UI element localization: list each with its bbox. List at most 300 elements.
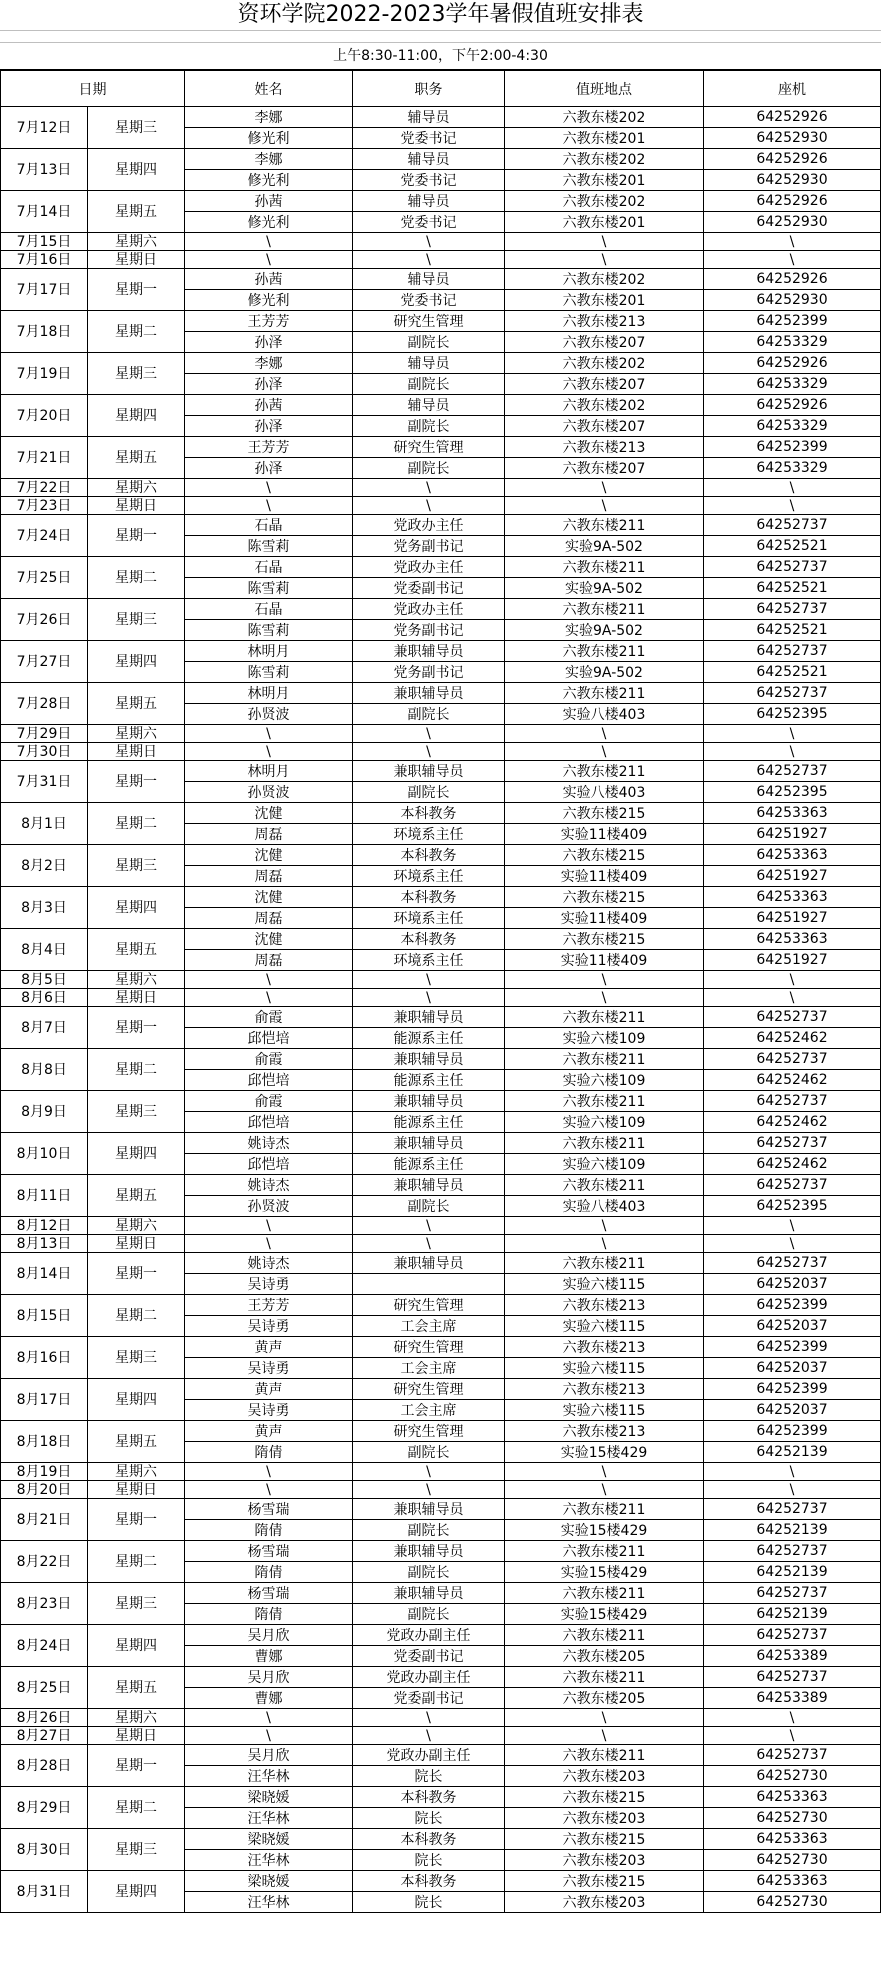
phone-cell: 64252037 [704,1400,881,1421]
date-cell: 7月24日 [1,515,88,557]
role-cell: \ [353,1709,505,1727]
weekday-cell: 星期一 [88,1007,185,1049]
role-cell: 党务副书记 [353,662,505,683]
name-cell: \ [185,1235,353,1253]
table-row [1,761,881,782]
phone-cell: \ [704,725,881,743]
name-cell: 陈雪莉 [185,620,353,641]
weekday-cell: 星期一 [88,1253,185,1295]
phone-cell: \ [704,1481,881,1499]
role-cell: \ [353,971,505,989]
phone-cell: 64252737 [704,1091,881,1112]
role-cell: 本科教务 [353,845,505,866]
location-cell: \ [505,971,704,989]
weekday-cell: 星期二 [88,1295,185,1337]
phone-cell: 64251927 [704,908,881,929]
role-cell [353,1274,505,1295]
phone-cell: 64252399 [704,1337,881,1358]
date-cell: 8月24日 [1,1625,88,1667]
name-cell: 杨雪瑞 [185,1499,353,1520]
table-row [1,557,881,578]
phone-cell: 64253363 [704,803,881,824]
weekday-cell: 星期日 [88,989,185,1007]
location-cell: \ [505,1217,704,1235]
weekday-cell: 星期三 [88,845,185,887]
table-row [1,1337,881,1358]
location-cell: 六教东楼211 [505,1745,704,1766]
location-cell: 六教东楼207 [505,416,704,437]
name-cell: 邱恺培 [185,1154,353,1175]
name-cell: 沈健 [185,929,353,950]
table-row [1,1295,881,1316]
phone-cell: \ [704,233,881,251]
date-cell: 8月30日 [1,1829,88,1871]
weekday-cell: 星期二 [88,803,185,845]
location-cell: 实验11楼409 [505,866,704,887]
weekday-cell: 星期三 [88,1583,185,1625]
location-cell: 实验六楼109 [505,1028,704,1049]
phone-cell: 64252930 [704,212,881,233]
table-row [1,1049,881,1070]
phone-cell: 64252737 [704,1745,881,1766]
schedule-body [1,107,881,1913]
role-cell: \ [353,479,505,497]
location-cell: 实验15楼429 [505,1520,704,1541]
date-cell: 7月31日 [1,761,88,803]
name-cell: 修光利 [185,290,353,311]
phone-cell: 64252926 [704,107,881,128]
table-row [1,1667,881,1688]
weekday-cell: 星期四 [88,1871,185,1913]
location-cell: 六教东楼211 [505,641,704,662]
table-row [1,1745,881,1766]
location-cell: 六教东楼211 [505,1133,704,1154]
phone-cell: 64252521 [704,662,881,683]
role-cell: 研究生管理 [353,1421,505,1442]
location-cell: 六教东楼211 [505,1667,704,1688]
role-cell: \ [353,251,505,269]
phone-cell: 64252926 [704,353,881,374]
location-cell: 六教东楼211 [505,1625,704,1646]
table-row [1,1091,881,1112]
phone-cell: 64252037 [704,1316,881,1337]
table-row [1,1481,881,1499]
location-cell: 实验11楼409 [505,950,704,971]
name-cell: 梁晓媛 [185,1787,353,1808]
phone-cell: 64252737 [704,557,881,578]
phone-cell: 64252399 [704,437,881,458]
role-cell: 副院长 [353,1520,505,1541]
table-row [1,191,881,212]
role-cell: 党务副书记 [353,536,505,557]
weekday-cell: 星期四 [88,1625,185,1667]
location-cell: 六教东楼205 [505,1688,704,1709]
name-cell: 汪华林 [185,1808,353,1829]
weekday-cell: 星期一 [88,269,185,311]
name-cell: \ [185,989,353,1007]
location-cell: 六教东楼211 [505,1499,704,1520]
role-cell: 兼职辅导员 [353,641,505,662]
role-cell: 副院长 [353,332,505,353]
date-cell: 8月20日 [1,1481,88,1499]
phone-cell: \ [704,1727,881,1745]
role-cell: 院长 [353,1850,505,1871]
name-cell: 汪华林 [185,1850,353,1871]
location-cell: \ [505,1481,704,1499]
name-cell: \ [185,497,353,515]
phone-cell: 64252521 [704,536,881,557]
role-cell: 工会主席 [353,1316,505,1337]
name-cell: 沈健 [185,845,353,866]
phone-cell: 64252737 [704,1625,881,1646]
phone-cell: 64252737 [704,1133,881,1154]
date-cell: 7月29日 [1,725,88,743]
phone-cell: 64252737 [704,683,881,704]
weekday-cell: 星期三 [88,107,185,149]
date-cell: 8月27日 [1,1727,88,1745]
date-cell: 8月4日 [1,929,88,971]
role-cell: \ [353,497,505,515]
location-cell: 实验八楼403 [505,704,704,725]
name-cell: 周磊 [185,866,353,887]
role-cell: 院长 [353,1766,505,1787]
table-row [1,479,881,497]
role-cell: 党政办副主任 [353,1667,505,1688]
role-cell: 本科教务 [353,803,505,824]
phone-cell: 64252926 [704,191,881,212]
phone-cell: 64252930 [704,290,881,311]
location-cell: \ [505,479,704,497]
role-cell: 本科教务 [353,1787,505,1808]
location-cell: 六教东楼201 [505,212,704,233]
role-cell: 本科教务 [353,929,505,950]
table-row [1,1421,881,1442]
date-cell: 7月22日 [1,479,88,497]
role-cell: 党委书记 [353,212,505,233]
phone-cell: 64252930 [704,128,881,149]
role-cell: \ [353,743,505,761]
table-row [1,1253,881,1274]
role-cell: 副院长 [353,416,505,437]
date-cell: 8月18日 [1,1421,88,1463]
phone-cell: 64252395 [704,704,881,725]
phone-cell: \ [704,1463,881,1481]
location-cell: 六教东楼215 [505,887,704,908]
location-cell: 六教东楼213 [505,1379,704,1400]
phone-cell: 64252139 [704,1442,881,1463]
phone-cell: 64252139 [704,1520,881,1541]
role-cell: 兼职辅导员 [353,683,505,704]
location-cell: 六教东楼202 [505,191,704,212]
name-cell: 孙泽 [185,332,353,353]
weekday-cell: 星期一 [88,1499,185,1541]
name-cell: \ [185,1481,353,1499]
role-cell: 兼职辅导员 [353,1583,505,1604]
name-cell: 邱恺培 [185,1112,353,1133]
phone-cell: 64252926 [704,395,881,416]
role-cell: 党政办副主任 [353,1625,505,1646]
phone-cell: 64253363 [704,1871,881,1892]
table-row [1,803,881,824]
role-cell: 辅导员 [353,353,505,374]
role-cell: 能源系主任 [353,1070,505,1091]
date-cell: 8月23日 [1,1583,88,1625]
weekday-cell: 星期日 [88,743,185,761]
location-cell: \ [505,725,704,743]
blank-row [0,30,881,43]
name-cell: 隋倩 [185,1604,353,1625]
date-cell: 7月26日 [1,599,88,641]
date-cell: 7月16日 [1,251,88,269]
table-row [1,311,881,332]
table-row [1,107,881,128]
location-cell: \ [505,251,704,269]
role-cell: \ [353,1727,505,1745]
weekday-cell: 星期二 [88,1787,185,1829]
name-cell: 杨雪瑞 [185,1541,353,1562]
phone-cell: \ [704,1217,881,1235]
location-cell: 六教东楼211 [505,1091,704,1112]
date-cell: 8月14日 [1,1253,88,1295]
role-cell: 党政办主任 [353,599,505,620]
table-row [1,1235,881,1253]
phone-cell: 64252462 [704,1154,881,1175]
name-cell: 隋倩 [185,1520,353,1541]
location-cell: 六教东楼213 [505,437,704,458]
name-cell: 石晶 [185,515,353,536]
table-row [1,743,881,761]
location-cell: 六教东楼215 [505,845,704,866]
location-cell: 六教东楼211 [505,1049,704,1070]
role-cell: \ [353,1463,505,1481]
role-cell: \ [353,989,505,1007]
role-cell: 兼职辅导员 [353,761,505,782]
location-cell: 六教东楼207 [505,374,704,395]
name-cell: 汪华林 [185,1766,353,1787]
phone-cell: 64252730 [704,1892,881,1913]
table-header-row [1,71,881,107]
phone-cell: \ [704,989,881,1007]
phone-cell: \ [704,1235,881,1253]
name-cell: 王芳芳 [185,437,353,458]
name-cell: 陈雪莉 [185,536,353,557]
phone-cell: 64252737 [704,1049,881,1070]
table-row [1,233,881,251]
name-cell: 周磊 [185,824,353,845]
role-cell: 副院长 [353,374,505,395]
location-cell: 实验六楼115 [505,1400,704,1421]
name-cell: 周磊 [185,908,353,929]
phone-cell: 64253329 [704,458,881,479]
role-cell: 环境系主任 [353,866,505,887]
location-cell: 六教东楼203 [505,1808,704,1829]
location-cell: 六教东楼211 [505,599,704,620]
duty-schedule-table [0,70,881,1913]
date-cell: 7月21日 [1,437,88,479]
role-cell: 党政办副主任 [353,1745,505,1766]
weekday-cell: 星期三 [88,353,185,395]
phone-cell: 64252399 [704,311,881,332]
weekday-cell: 星期一 [88,761,185,803]
role-cell: \ [353,725,505,743]
name-cell: \ [185,743,353,761]
phone-cell: 64251927 [704,824,881,845]
role-cell: \ [353,1217,505,1235]
phone-cell: 64253389 [704,1688,881,1709]
role-cell: 能源系主任 [353,1112,505,1133]
date-cell: 8月19日 [1,1463,88,1481]
location-cell: 实验15楼429 [505,1442,704,1463]
name-cell: 陈雪莉 [185,578,353,599]
location-cell: 实验六楼115 [505,1358,704,1379]
name-cell: 梁晓媛 [185,1871,353,1892]
role-cell: 院长 [353,1892,505,1913]
phone-cell: 64252737 [704,1541,881,1562]
role-cell: 本科教务 [353,887,505,908]
location-cell: 六教东楼211 [505,1253,704,1274]
role-cell: 党委书记 [353,170,505,191]
role-cell: 副院长 [353,1196,505,1217]
location-cell: 六教东楼215 [505,1829,704,1850]
location-cell: 六教东楼213 [505,1295,704,1316]
page-title: 资环学院2022-2023学年暑假值班安排表 [237,2,644,27]
location-cell: 实验9A-502 [505,662,704,683]
date-cell: 8月8日 [1,1049,88,1091]
role-cell: 环境系主任 [353,950,505,971]
weekday-cell: 星期五 [88,683,185,725]
phone-cell: 64252737 [704,641,881,662]
name-cell: 修光利 [185,212,353,233]
weekday-cell: 星期日 [88,251,185,269]
role-cell: 党委副书记 [353,1646,505,1667]
date-cell: 7月14日 [1,191,88,233]
role-cell: 研究生管理 [353,1295,505,1316]
table-row [1,1625,881,1646]
name-cell: 沈健 [185,803,353,824]
location-cell: 六教东楼215 [505,929,704,950]
weekday-cell: 星期日 [88,1235,185,1253]
table-row [1,683,881,704]
phone-cell: 64253363 [704,929,881,950]
date-cell: 8月9日 [1,1091,88,1133]
date-cell: 8月22日 [1,1541,88,1583]
name-cell: \ [185,233,353,251]
date-cell: 8月16日 [1,1337,88,1379]
weekday-cell: 星期三 [88,1337,185,1379]
phone-cell: 64252395 [704,1196,881,1217]
date-cell: 7月23日 [1,497,88,515]
phone-cell: \ [704,971,881,989]
location-cell: 实验六楼109 [505,1154,704,1175]
name-cell: 修光利 [185,170,353,191]
name-cell: 曹娜 [185,1646,353,1667]
date-cell: 7月27日 [1,641,88,683]
role-cell: 兼职辅导员 [353,1175,505,1196]
date-cell: 8月21日 [1,1499,88,1541]
location-cell: 实验15楼429 [505,1562,704,1583]
header-name: 姓名 [185,71,353,107]
weekday-cell: 星期六 [88,1709,185,1727]
phone-cell: 64252737 [704,599,881,620]
location-cell: 实验11楼409 [505,824,704,845]
time-subtitle: 上午8:30-11:00，下午2:00-4:30 [0,43,881,70]
phone-cell: 64253363 [704,1829,881,1850]
role-cell: \ [353,1481,505,1499]
location-cell: 实验八楼403 [505,1196,704,1217]
weekday-cell: 星期五 [88,1175,185,1217]
location-cell: 六教东楼211 [505,761,704,782]
name-cell: 俞霞 [185,1091,353,1112]
name-cell: 吴月欣 [185,1745,353,1766]
name-cell: \ [185,725,353,743]
phone-cell: 64252139 [704,1562,881,1583]
weekday-cell: 星期五 [88,929,185,971]
name-cell: 杨雪瑞 [185,1583,353,1604]
role-cell: 研究生管理 [353,1379,505,1400]
location-cell: \ [505,743,704,761]
location-cell: 六教东楼215 [505,803,704,824]
name-cell: 林明月 [185,761,353,782]
location-cell: 六教东楼203 [505,1850,704,1871]
role-cell: 环境系主任 [353,824,505,845]
table-row [1,1541,881,1562]
date-cell: 8月7日 [1,1007,88,1049]
name-cell: 吴月欣 [185,1625,353,1646]
phone-cell: 64252037 [704,1358,881,1379]
role-cell: 本科教务 [353,1829,505,1850]
name-cell: \ [185,971,353,989]
role-cell: 副院长 [353,704,505,725]
phone-cell: 64252926 [704,149,881,170]
location-cell: \ [505,497,704,515]
name-cell: 俞霞 [185,1049,353,1070]
role-cell: 副院长 [353,1442,505,1463]
location-cell: \ [505,1463,704,1481]
location-cell: 六教东楼213 [505,1421,704,1442]
name-cell: 石晶 [185,599,353,620]
date-cell: 8月2日 [1,845,88,887]
name-cell: 李娜 [185,353,353,374]
phone-cell: 64252737 [704,1583,881,1604]
header-date: 日期 [1,71,185,107]
name-cell: \ [185,1463,353,1481]
location-cell: 实验9A-502 [505,536,704,557]
phone-cell: \ [704,251,881,269]
table-row [1,1175,881,1196]
date-cell: 8月13日 [1,1235,88,1253]
phone-cell: 64252395 [704,782,881,803]
name-cell: 姚诗杰 [185,1253,353,1274]
name-cell: \ [185,251,353,269]
name-cell: \ [185,479,353,497]
name-cell: 邱恺培 [185,1070,353,1091]
role-cell: 兼职辅导员 [353,1091,505,1112]
name-cell: 孙泽 [185,458,353,479]
header-phone: 座机 [704,71,881,107]
role-cell: 党务副书记 [353,620,505,641]
location-cell: 实验11楼409 [505,908,704,929]
name-cell: 李娜 [185,107,353,128]
location-cell: 六教东楼202 [505,107,704,128]
phone-cell: 64251927 [704,866,881,887]
date-cell: 7月13日 [1,149,88,191]
role-cell: 副院长 [353,1604,505,1625]
name-cell: \ [185,1217,353,1235]
role-cell: 党政办主任 [353,515,505,536]
phone-cell: \ [704,1709,881,1727]
phone-cell: 64252462 [704,1028,881,1049]
role-cell: 能源系主任 [353,1154,505,1175]
